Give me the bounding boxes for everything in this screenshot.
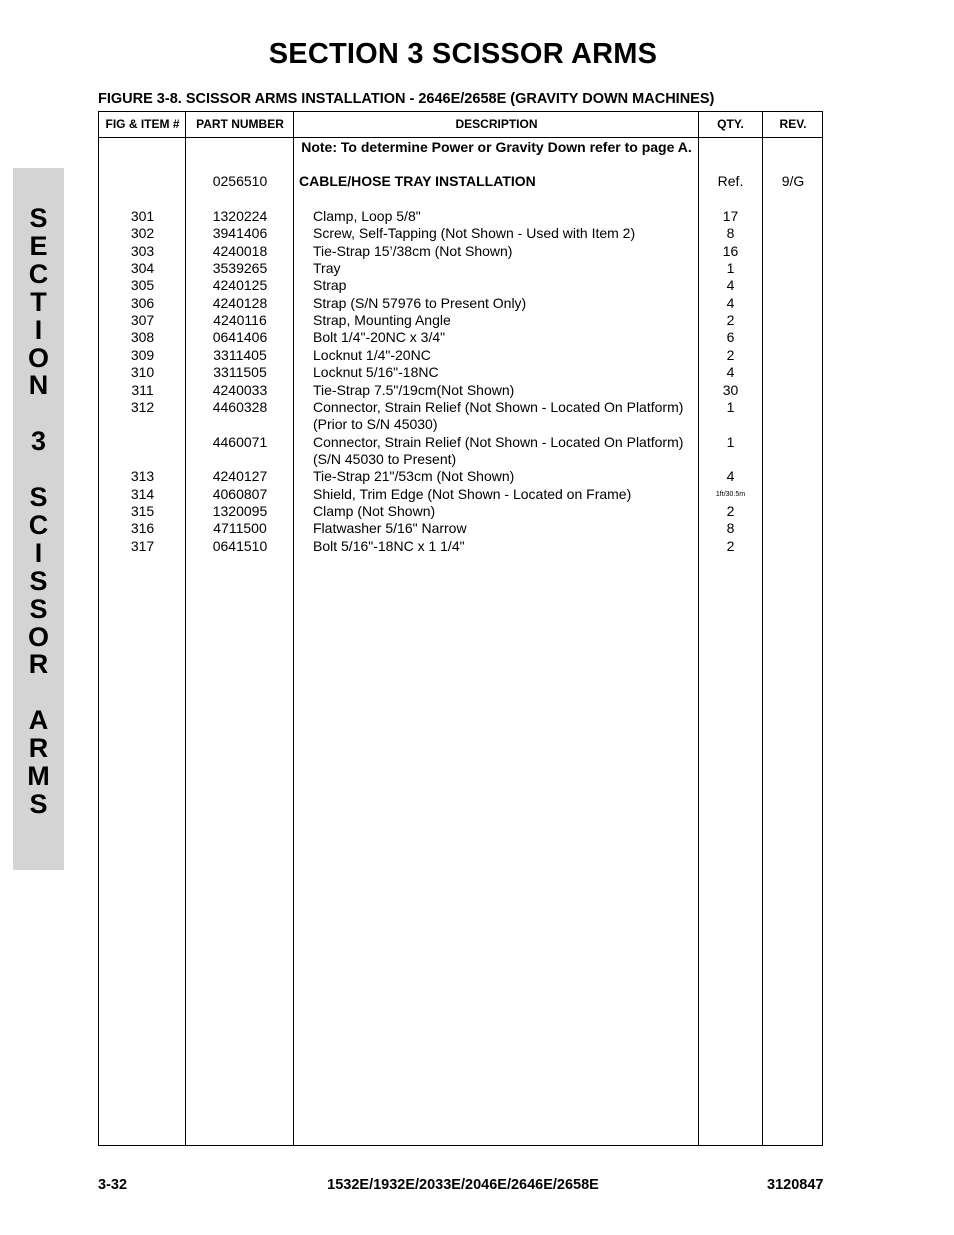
row-description: (Prior to S/N 45030) <box>313 416 438 433</box>
side-tab-letter: S <box>29 482 48 512</box>
header-item: FIG & ITEM # <box>105 117 180 131</box>
row-quantity: 4 <box>726 468 735 485</box>
row-description: Locknut 5/16"-18NC <box>313 364 439 381</box>
row-item-number: 317 <box>130 537 155 554</box>
row-part-number: 4460071 <box>212 433 268 450</box>
table-note: Note: To determine Power or Gravity Down refer to page A. <box>301 139 692 155</box>
side-tab-letter: S <box>29 565 48 596</box>
row-part-number: 4240018 <box>212 242 268 259</box>
row-description: Screw, Self-Tapping (Not Shown - Used with Item 2) <box>313 225 636 242</box>
side-tab-letter: O <box>27 621 49 652</box>
row-item-number: 313 <box>130 468 155 485</box>
row-description: Strap (S/N 57976 to Present Only) <box>313 294 527 311</box>
row-item-number: 309 <box>130 346 155 363</box>
side-tab-letter: I <box>34 314 43 345</box>
row-item-number: 314 <box>130 485 155 502</box>
footer-doc-number: 3120847 <box>767 1177 824 1193</box>
row-description: Clamp, Loop 5/8" <box>313 208 421 224</box>
side-tab-letter: T <box>30 286 47 317</box>
row-item-number: 304 <box>130 260 155 277</box>
section-title: SECTION 3 SCISSOR ARMS <box>268 38 658 70</box>
row-quantity: 2 <box>726 537 735 554</box>
row-description: Flatwasher 5/16" Narrow <box>313 520 467 537</box>
row-quantity: 2 <box>726 346 735 363</box>
header-description: DESCRIPTION <box>455 117 538 131</box>
column-divider <box>762 112 763 1145</box>
row-quantity: 2 <box>726 502 735 519</box>
row-item-number: 311 <box>131 381 154 398</box>
row-quantity: 8 <box>726 225 735 242</box>
row-item-number: 302 <box>130 225 155 242</box>
assembly-rev: 9/G <box>781 173 805 189</box>
row-description: (S/N 45030 to Present) <box>313 450 457 467</box>
side-tab-letter: R <box>28 649 49 680</box>
row-quantity: 6 <box>726 329 735 346</box>
row-quantity: 1ft/30.5m <box>715 490 746 498</box>
row-description: Clamp (Not Shown) <box>313 502 436 519</box>
row-item-number: 305 <box>130 277 155 294</box>
row-quantity: 4 <box>726 294 735 311</box>
row-part-number: 4240116 <box>213 312 267 329</box>
row-description: Bolt 5/16"-18NC x 1 1/4" <box>313 537 465 554</box>
row-part-number: 1320095 <box>212 502 268 519</box>
row-part-number: 4060807 <box>212 485 268 502</box>
side-tab-letter: S <box>29 203 48 233</box>
side-tab-letter: E <box>29 230 48 261</box>
row-quantity: 4 <box>726 277 735 294</box>
row-quantity: 1 <box>726 433 735 450</box>
row-description: Tie-Strap 21"/53cm (Not Shown) <box>313 468 515 485</box>
row-part-number: 4240127 <box>212 468 268 485</box>
row-part-number: 3941406 <box>212 225 268 242</box>
row-quantity: 16 <box>722 242 739 259</box>
row-quantity: 1 <box>726 398 735 415</box>
side-tab-letter: S <box>29 788 48 819</box>
side-tab-letter: M <box>27 761 50 791</box>
row-part-number: 0641406 <box>212 329 268 346</box>
row-part-number: 4240033 <box>212 381 268 398</box>
row-item-number: 315 <box>130 502 155 519</box>
row-item-number: 312 <box>130 398 155 415</box>
row-quantity: 2 <box>726 312 735 329</box>
row-quantity: 30 <box>722 381 739 398</box>
row-description: Locknut 1/4"-20NC <box>313 346 431 363</box>
row-description: Strap, Mounting Angle <box>313 312 451 329</box>
row-part-number: 1320224 <box>212 208 268 224</box>
row-part-number: 3311405 <box>213 346 267 363</box>
header-part-number: PART NUMBER <box>196 117 284 131</box>
side-tab-letter: I <box>34 537 43 568</box>
row-description: Tray <box>313 260 341 277</box>
header-divider <box>99 137 822 138</box>
row-quantity: 17 <box>722 208 739 224</box>
row-part-number: 3539265 <box>212 260 268 277</box>
row-item-number: 303 <box>130 242 155 259</box>
row-item-number: 310 <box>130 364 155 381</box>
row-part-number: 4240125 <box>212 277 268 294</box>
footer-page-number: 3-32 <box>98 1177 128 1193</box>
side-tab-letter: A <box>28 705 49 736</box>
row-item-number: 316 <box>130 520 155 537</box>
row-part-number: 4240128 <box>212 294 268 311</box>
row-part-number: 0641510 <box>212 537 268 554</box>
assembly-part-number: 0256510 <box>212 173 268 189</box>
assembly-qty: Ref. <box>717 173 744 189</box>
row-description: Strap <box>313 277 347 294</box>
row-part-number: 4460328 <box>212 398 268 415</box>
row-description: Connector, Strain Relief (Not Shown - Located On Platform) <box>313 398 684 415</box>
side-tab <box>13 168 64 870</box>
row-description: Connector, Strain Relief (Not Shown - Located On Platform) <box>313 433 684 450</box>
row-description: Tie-Strap 7.5"/19cm(Not Shown) <box>313 381 515 398</box>
assembly-description: CABLE/HOSE TRAY INSTALLATION <box>299 173 536 189</box>
row-part-number: 3311505 <box>213 364 267 381</box>
footer-models: 1532E/1932E/2033E/2046E/2646E/2658E <box>327 1177 599 1193</box>
row-item-number: 301 <box>130 208 155 224</box>
row-description: Tie-Strap 15’/38cm (Not Shown) <box>313 242 513 259</box>
row-item-number: 306 <box>130 294 155 311</box>
side-tab-letter: S <box>29 593 48 624</box>
header-qty: QTY. <box>717 117 744 131</box>
row-item-number: 308 <box>130 329 155 346</box>
side-tab-letter: N <box>28 370 49 401</box>
row-quantity: 1 <box>726 260 735 277</box>
side-tab-letter: 3 <box>30 426 47 457</box>
side-tab-letter: C <box>28 509 49 540</box>
row-quantity: 8 <box>726 520 735 537</box>
side-tab-letter: R <box>28 733 49 764</box>
row-item-number: 307 <box>130 312 155 329</box>
figure-title: FIGURE 3-8. SCISSOR ARMS INSTALLATION - 2646E/2658E (GRAVITY DOWN MACHINES) <box>98 91 715 107</box>
header-rev: REV. <box>779 117 807 131</box>
row-description: Bolt 1/4"-20NC x 3/4" <box>313 329 446 346</box>
row-quantity: 4 <box>726 364 735 381</box>
row-description: Shield, Trim Edge (Not Shown - Located on Frame) <box>313 485 632 502</box>
parts-table <box>98 111 823 1146</box>
row-part-number: 4711500 <box>213 520 267 537</box>
side-tab-letter: O <box>27 342 49 373</box>
side-tab-letter: C <box>28 258 49 289</box>
